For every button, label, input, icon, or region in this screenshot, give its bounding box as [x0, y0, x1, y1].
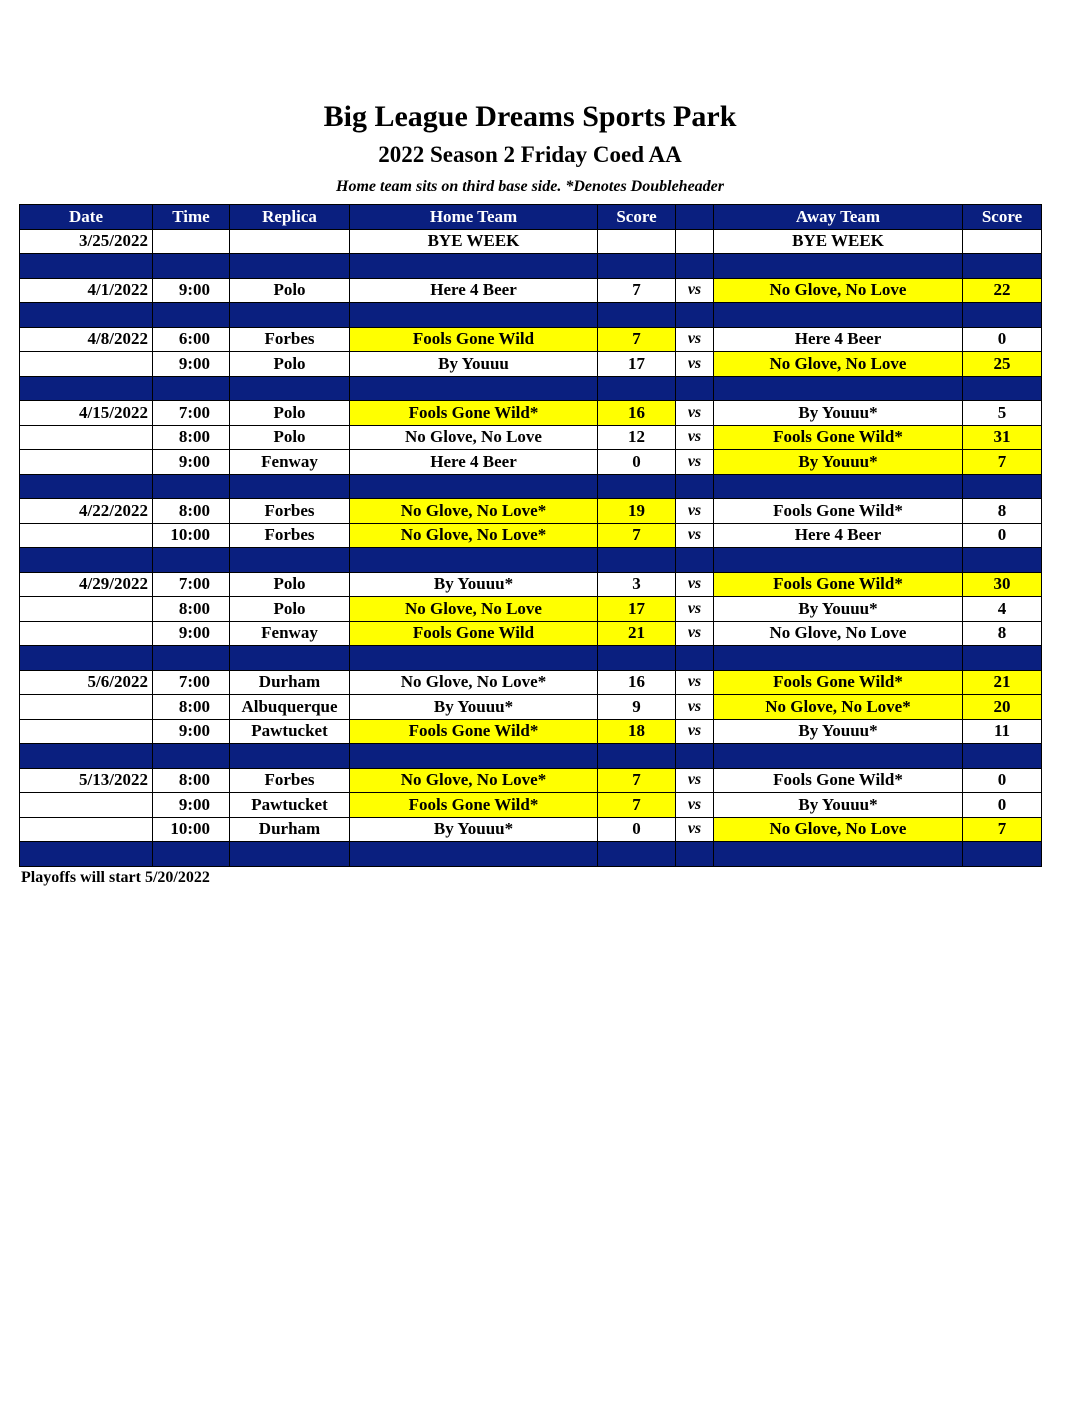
separator-cell	[153, 744, 230, 769]
separator-cell	[714, 646, 963, 671]
separator-cell	[676, 646, 714, 671]
home-team-cell: Fools Gone Wild*	[350, 401, 598, 426]
separator-cell	[676, 744, 714, 769]
separator-cell	[350, 254, 598, 279]
separator-cell	[676, 548, 714, 573]
vs-cell: vs	[676, 523, 714, 548]
vs-cell: vs	[676, 499, 714, 524]
separator-cell	[230, 254, 350, 279]
table-row	[20, 401, 1042, 426]
date-cell: 4/1/2022	[20, 278, 153, 303]
separator-cell	[350, 646, 598, 671]
date-cell: 3/25/2022	[20, 229, 153, 254]
separator-cell	[598, 376, 676, 401]
vs-cell: vs	[676, 278, 714, 303]
time-cell: 8:00	[153, 597, 230, 622]
home-team-cell: No Glove, No Love*	[350, 523, 598, 548]
replica-cell: Pawtucket	[230, 793, 350, 818]
date-cell: 5/13/2022	[20, 768, 153, 793]
away-score-cell: 25	[963, 352, 1042, 377]
away-team-cell: No Glove, No Love	[714, 352, 963, 377]
home-score-cell: 18	[598, 719, 676, 744]
home-team-cell: Here 4 Beer	[350, 278, 598, 303]
separator-cell	[230, 303, 350, 328]
home-score-cell: 17	[598, 352, 676, 377]
separator-cell	[153, 646, 230, 671]
time-cell: 7:00	[153, 670, 230, 695]
separator-cell	[20, 548, 153, 573]
home-score-cell: 16	[598, 401, 676, 426]
separator-cell	[598, 303, 676, 328]
schedule-note: Home team sits on third base side. *Denotes Doubleheader	[336, 178, 724, 195]
home-score-cell: 7	[598, 327, 676, 352]
replica-cell: Pawtucket	[230, 719, 350, 744]
time-cell	[153, 229, 230, 254]
separator-cell	[230, 842, 350, 867]
away-score-cell: 5	[963, 401, 1042, 426]
away-team-cell: Fools Gone Wild*	[714, 768, 963, 793]
home-team-cell: BYE WEEK	[350, 229, 598, 254]
home-score-cell: 3	[598, 572, 676, 597]
separator-cell	[20, 376, 153, 401]
separator-cell	[963, 303, 1042, 328]
date-cell	[20, 817, 153, 842]
away-team-cell: Here 4 Beer	[714, 327, 963, 352]
date-cell	[20, 450, 153, 475]
table-row	[20, 719, 1042, 744]
home-team-cell: By Youuu*	[350, 817, 598, 842]
home-score-cell: 16	[598, 670, 676, 695]
table-row	[20, 572, 1042, 597]
table-row	[20, 817, 1042, 842]
home-score-cell	[598, 229, 676, 254]
separator-cell	[230, 376, 350, 401]
separator-cell	[230, 646, 350, 671]
home-team-cell: No Glove, No Love	[350, 425, 598, 450]
away-team-cell: Here 4 Beer	[714, 523, 963, 548]
home-team-cell: No Glove, No Love*	[350, 768, 598, 793]
replica-cell: Polo	[230, 597, 350, 622]
separator-cell	[230, 744, 350, 769]
separator-cell	[714, 744, 963, 769]
separator-cell	[153, 254, 230, 279]
time-cell: 9:00	[153, 352, 230, 377]
page-title: Big League Dreams Sports Park	[323, 100, 737, 133]
separator-cell	[963, 474, 1042, 499]
home-score-cell: 9	[598, 695, 676, 720]
time-cell: 10:00	[153, 523, 230, 548]
vs-cell: vs	[676, 327, 714, 352]
separator-cell	[676, 254, 714, 279]
away-team-cell: No Glove, No Love	[714, 621, 963, 646]
table-row	[20, 597, 1042, 622]
replica-cell: Durham	[230, 670, 350, 695]
time-cell: 6:00	[153, 327, 230, 352]
away-score-cell: 22	[963, 278, 1042, 303]
replica-cell: Fenway	[230, 621, 350, 646]
home-team-cell: Fools Gone Wild	[350, 327, 598, 352]
away-score-cell: 7	[963, 450, 1042, 475]
date-cell: 4/15/2022	[20, 401, 153, 426]
replica-cell	[230, 229, 350, 254]
separator-cell	[714, 376, 963, 401]
home-score-cell: 7	[598, 793, 676, 818]
separator-cell	[230, 474, 350, 499]
home-score-cell: 7	[598, 768, 676, 793]
separator-cell	[598, 744, 676, 769]
table-row	[20, 670, 1042, 695]
time-cell: 9:00	[153, 621, 230, 646]
away-score-cell: 11	[963, 719, 1042, 744]
week-separator-row	[20, 303, 1042, 328]
table-row	[20, 793, 1042, 818]
col-header-home-team: Home Team	[350, 205, 598, 230]
separator-cell	[714, 254, 963, 279]
vs-cell: vs	[676, 425, 714, 450]
home-score-cell: 12	[598, 425, 676, 450]
separator-cell	[963, 842, 1042, 867]
replica-cell: Fenway	[230, 450, 350, 475]
separator-cell	[714, 474, 963, 499]
table-row	[20, 523, 1042, 548]
table-row	[20, 621, 1042, 646]
replica-cell: Polo	[230, 572, 350, 597]
table-row	[20, 352, 1042, 377]
replica-cell: Polo	[230, 401, 350, 426]
table-row	[20, 229, 1042, 254]
week-separator-row	[20, 254, 1042, 279]
separator-cell	[153, 842, 230, 867]
col-header-vs	[676, 205, 714, 230]
home-team-cell: By Youuu	[350, 352, 598, 377]
home-team-cell: Fools Gone Wild	[350, 621, 598, 646]
separator-cell	[20, 744, 153, 769]
time-cell: 8:00	[153, 768, 230, 793]
away-team-cell: By Youuu*	[714, 401, 963, 426]
date-cell	[20, 352, 153, 377]
separator-cell	[963, 744, 1042, 769]
date-cell	[20, 719, 153, 744]
week-separator-row	[20, 548, 1042, 573]
away-team-cell: No Glove, No Love	[714, 278, 963, 303]
col-header-date: Date	[20, 205, 153, 230]
col-header-time: Time	[153, 205, 230, 230]
replica-cell: Polo	[230, 278, 350, 303]
away-team-cell: Fools Gone Wild*	[714, 670, 963, 695]
home-team-cell: Fools Gone Wild*	[350, 719, 598, 744]
separator-cell	[714, 842, 963, 867]
replica-cell: Forbes	[230, 327, 350, 352]
date-cell: 4/29/2022	[20, 572, 153, 597]
vs-cell: vs	[676, 768, 714, 793]
separator-cell	[350, 842, 598, 867]
date-cell: 4/22/2022	[20, 499, 153, 524]
home-team-cell: Here 4 Beer	[350, 450, 598, 475]
away-score-cell: 8	[963, 499, 1042, 524]
separator-cell	[20, 842, 153, 867]
col-header-home-score: Score	[598, 205, 676, 230]
col-header-away-team: Away Team	[714, 205, 963, 230]
col-header-replica: Replica	[230, 205, 350, 230]
separator-cell	[20, 254, 153, 279]
away-team-cell: By Youuu*	[714, 450, 963, 475]
time-cell: 8:00	[153, 695, 230, 720]
date-cell	[20, 597, 153, 622]
separator-cell	[598, 842, 676, 867]
date-cell	[20, 425, 153, 450]
separator-cell	[20, 303, 153, 328]
home-team-cell: By Youuu*	[350, 695, 598, 720]
table-header-row	[20, 205, 1042, 230]
away-team-cell: No Glove, No Love*	[714, 695, 963, 720]
away-score-cell: 8	[963, 621, 1042, 646]
separator-cell	[350, 744, 598, 769]
vs-cell: vs	[676, 695, 714, 720]
separator-cell	[350, 303, 598, 328]
away-team-cell: BYE WEEK	[714, 229, 963, 254]
separator-cell	[153, 303, 230, 328]
vs-cell: vs	[676, 817, 714, 842]
vs-cell: vs	[676, 597, 714, 622]
home-score-cell: 21	[598, 621, 676, 646]
separator-cell	[350, 376, 598, 401]
away-score-cell: 21	[963, 670, 1042, 695]
home-team-cell: Fools Gone Wild*	[350, 793, 598, 818]
away-score-cell: 0	[963, 523, 1042, 548]
replica-cell: Forbes	[230, 768, 350, 793]
away-score-cell: 0	[963, 793, 1042, 818]
home-score-cell: 7	[598, 523, 676, 548]
replica-cell: Polo	[230, 425, 350, 450]
away-team-cell: No Glove, No Love	[714, 817, 963, 842]
separator-cell	[714, 548, 963, 573]
separator-cell	[963, 548, 1042, 573]
table-row	[20, 425, 1042, 450]
separator-cell	[20, 474, 153, 499]
time-cell: 7:00	[153, 572, 230, 597]
date-cell: 4/8/2022	[20, 327, 153, 352]
replica-cell: Forbes	[230, 499, 350, 524]
away-team-cell: Fools Gone Wild*	[714, 499, 963, 524]
away-team-cell: By Youuu*	[714, 793, 963, 818]
table-row	[20, 499, 1042, 524]
separator-cell	[230, 548, 350, 573]
time-cell: 8:00	[153, 499, 230, 524]
away-score-cell: 4	[963, 597, 1042, 622]
away-score-cell: 0	[963, 327, 1042, 352]
week-separator-row	[20, 646, 1042, 671]
vs-cell: vs	[676, 719, 714, 744]
away-score-cell: 30	[963, 572, 1042, 597]
vs-cell: vs	[676, 621, 714, 646]
home-score-cell: 0	[598, 450, 676, 475]
vs-cell: vs	[676, 401, 714, 426]
vs-cell	[676, 229, 714, 254]
table-row	[20, 278, 1042, 303]
vs-cell: vs	[676, 352, 714, 377]
separator-cell	[20, 646, 153, 671]
away-score-cell	[963, 229, 1042, 254]
date-cell	[20, 695, 153, 720]
date-cell	[20, 793, 153, 818]
vs-cell: vs	[676, 793, 714, 818]
week-separator-row	[20, 842, 1042, 867]
separator-cell	[676, 474, 714, 499]
away-team-cell: By Youuu*	[714, 597, 963, 622]
away-team-cell: Fools Gone Wild*	[714, 425, 963, 450]
table-row	[20, 327, 1042, 352]
week-separator-row	[20, 376, 1042, 401]
away-score-cell: 0	[963, 768, 1042, 793]
time-cell: 9:00	[153, 793, 230, 818]
separator-cell	[963, 646, 1042, 671]
home-score-cell: 7	[598, 278, 676, 303]
home-team-cell: No Glove, No Love	[350, 597, 598, 622]
replica-cell: Forbes	[230, 523, 350, 548]
away-team-cell: Fools Gone Wild*	[714, 572, 963, 597]
home-score-cell: 19	[598, 499, 676, 524]
separator-cell	[598, 254, 676, 279]
table-row	[20, 768, 1042, 793]
date-cell	[20, 523, 153, 548]
vs-cell: vs	[676, 450, 714, 475]
separator-cell	[598, 646, 676, 671]
home-team-cell: No Glove, No Love*	[350, 670, 598, 695]
separator-cell	[153, 548, 230, 573]
date-cell	[20, 621, 153, 646]
schedule-table	[19, 204, 1042, 867]
home-score-cell: 0	[598, 817, 676, 842]
playoffs-note: Playoffs will start 5/20/2022	[21, 869, 210, 886]
replica-cell: Polo	[230, 352, 350, 377]
separator-cell	[963, 254, 1042, 279]
separator-cell	[963, 376, 1042, 401]
home-team-cell: By Youuu*	[350, 572, 598, 597]
page-subtitle: 2022 Season 2 Friday Coed AA	[378, 142, 682, 167]
replica-cell: Durham	[230, 817, 350, 842]
week-separator-row	[20, 744, 1042, 769]
separator-cell	[714, 303, 963, 328]
separator-cell	[350, 474, 598, 499]
vs-cell: vs	[676, 670, 714, 695]
time-cell: 10:00	[153, 817, 230, 842]
away-score-cell: 20	[963, 695, 1042, 720]
separator-cell	[153, 474, 230, 499]
away-team-cell: By Youuu*	[714, 719, 963, 744]
time-cell: 7:00	[153, 401, 230, 426]
home-team-cell: No Glove, No Love*	[350, 499, 598, 524]
time-cell: 8:00	[153, 425, 230, 450]
separator-cell	[598, 548, 676, 573]
time-cell: 9:00	[153, 278, 230, 303]
away-score-cell: 7	[963, 817, 1042, 842]
away-score-cell: 31	[963, 425, 1042, 450]
separator-cell	[676, 303, 714, 328]
time-cell: 9:00	[153, 719, 230, 744]
separator-cell	[153, 376, 230, 401]
separator-cell	[676, 376, 714, 401]
separator-cell	[598, 474, 676, 499]
table-row	[20, 695, 1042, 720]
date-cell: 5/6/2022	[20, 670, 153, 695]
time-cell: 9:00	[153, 450, 230, 475]
home-score-cell: 17	[598, 597, 676, 622]
week-separator-row	[20, 474, 1042, 499]
vs-cell: vs	[676, 572, 714, 597]
separator-cell	[676, 842, 714, 867]
separator-cell	[350, 548, 598, 573]
col-header-away-score: Score	[963, 205, 1042, 230]
table-row	[20, 450, 1042, 475]
replica-cell: Albuquerque	[230, 695, 350, 720]
